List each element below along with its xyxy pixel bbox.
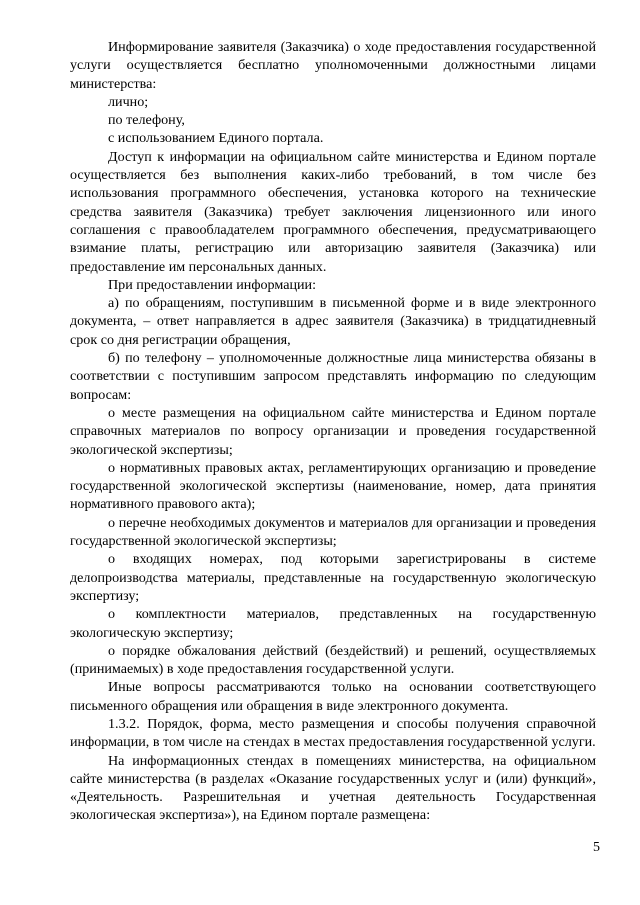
- list-item-by-phone: по телефону,: [108, 112, 185, 129]
- paragraph-incoming-numbers: о входящих номерах, под которыми зарегистрированы в системе делопроизводства материалы, представленные на государственную экологическую экспертизу;: [70, 551, 596, 604]
- paragraph-appeal-procedure: о порядке обжалования действий (бездействий) и решений, осуществляемых (принимаемых) в ходе предоставления государственной услуги.: [70, 642, 596, 678]
- paragraph-list-of-documents: о перечне необходимых документов и материалов для организации и проведения государственной экологической экспертизы;: [70, 514, 596, 550]
- paragraph-information-stands: На информационных стендах в помещениях министерства, на официальном сайте министерства (в разделах «Оказание государственных услуг и (или) функций», «Деятельность. Разрешительная и учетная деятельность Государственная экологическая экспертиза»), на Едином портале размещена:: [70, 752, 596, 824]
- paragraph-when-providing-information: При предоставлении информации:: [108, 276, 316, 293]
- paragraph-other-questions: Иные вопросы рассматриваются только на основании соответствующего письменного обращения или обращения в виде электронного документа.: [70, 679, 596, 714]
- list-item-unified-portal: с использованием Единого портала.: [108, 130, 324, 147]
- paragraph-normative-acts: о нормативных правовых актах, регламентирующих организацию и проведение государственной экологической экспертизы (наименование, номер, дата принятия нормативного правового акта);: [70, 459, 596, 513]
- paragraph-informing-applicant: Информирование заявителя (Заказчика) о ходе предоставления государственной услуги осуществляется бесплатно уполномоченными должностными лицами министерства:: [70, 39, 596, 92]
- paragraph-item-b-by-phone: б) по телефону – уполномоченные должностные лица министерства обязаны в соответствии с поступившим запросом представлять информацию по следующим вопросам:: [70, 350, 596, 403]
- list-item-in-person: лично;: [108, 93, 149, 110]
- paragraph-placement-of-materials: о месте размещения на официальном сайте министерства и Едином портале справочных материалов по вопросу организации и проведения государственной экологической экспертизы;: [70, 404, 596, 458]
- paragraph-access-to-information: Доступ к информации на официальном сайте министерства и Едином портале осуществляется без выполнения каких-либо требований, в том числе без использования программного обеспечения, установка которого на технические средства заявителя (Заказчика) требует заключения лицензионного или иного соглашения с правообладателем программного обеспечения, предусматривающего взимание платы, регистрацию или авторизацию заявителя (Заказчика) или предоставление им персональных данных.: [70, 148, 596, 275]
- paragraph-item-a-written-requests: а) по обращениям, поступившим в письменной форме и в виде электронного документа, – ответ направляется в адрес заявителя (Заказчика) в тридцатидневный срок со дня регистрации обращения,: [70, 295, 596, 348]
- section-heading-1-3-2: 1.3.2. Порядок, форма, место размещения и способы получения справочной информации, в том числе на стендах в местах предоставления государственной услуги.: [70, 715, 596, 751]
- document-page: [70, 38, 596, 825]
- page-number: 5: [593, 840, 600, 855]
- paragraph-completeness-of-materials: о комплектности материалов, представленных на государственную экологическую экспертизу;: [70, 606, 596, 641]
